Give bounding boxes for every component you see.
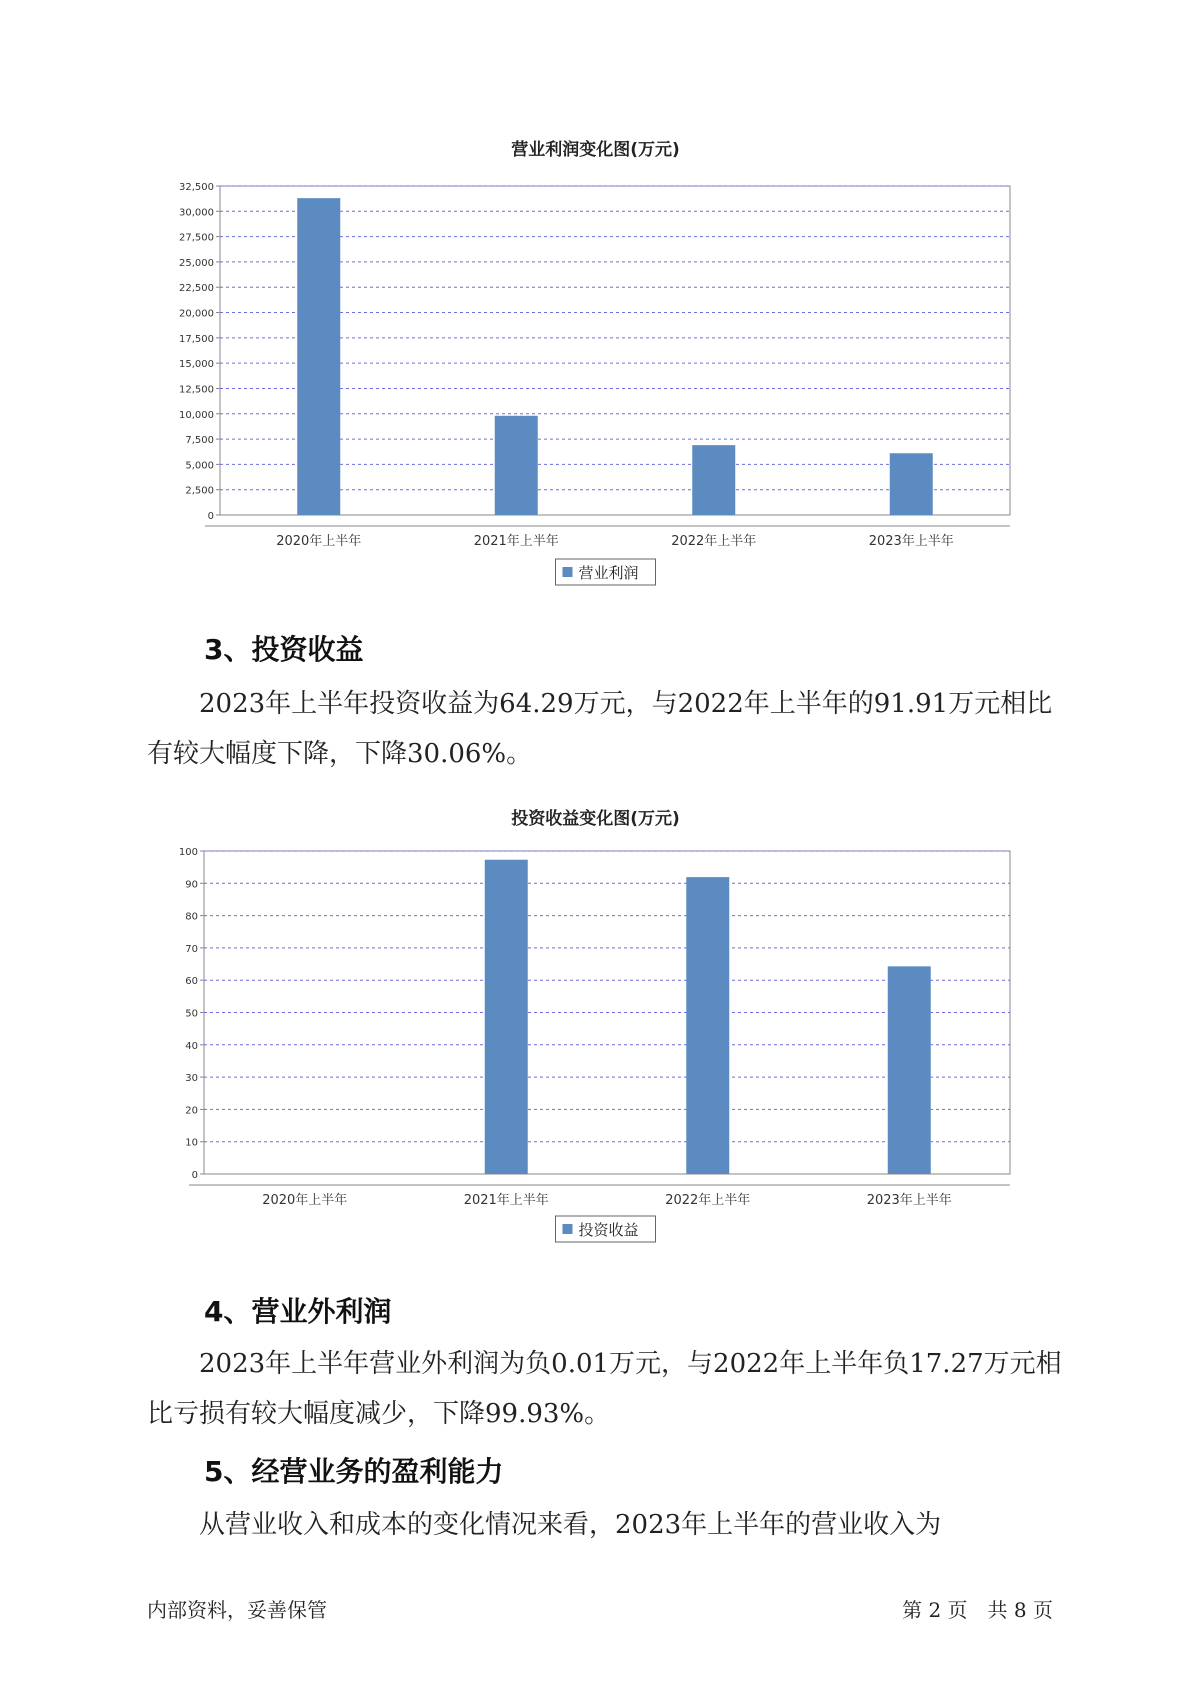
paragraph-operating-profitability: 从营业收入和成本的变化情况来看，2023年上半年的营业收入为 — [199, 1510, 942, 1540]
y-tick-label: 7,500 — [185, 435, 214, 447]
x-category-label: 2020年上半年 — [276, 534, 362, 549]
bar — [888, 966, 931, 1174]
x-category-label: 2022年上半年 — [665, 1193, 751, 1208]
bar — [890, 453, 933, 515]
y-tick-label: 5,000 — [185, 460, 214, 472]
y-tick-label: 30 — [185, 1073, 198, 1085]
legend-label: 投资收益 — [578, 1221, 639, 1239]
heading-non-operating-profit: 4、营业外利润 — [204, 1295, 392, 1328]
x-category-label: 2023年上半年 — [868, 534, 954, 549]
y-tick-label: 80 — [185, 911, 198, 923]
legend-label: 营业利润 — [578, 564, 639, 582]
y-tick-label: 30,000 — [179, 207, 214, 219]
x-category-label: 2023年上半年 — [866, 1193, 952, 1208]
bar — [692, 445, 735, 515]
y-tick-label: 40 — [185, 1040, 198, 1052]
heading-operating-profitability: 5、经营业务的盈利能力 — [204, 1455, 504, 1488]
legend — [556, 559, 656, 585]
y-tick-label: 60 — [185, 976, 198, 988]
y-tick-label: 17,500 — [179, 333, 214, 345]
y-tick-label: 10,000 — [179, 409, 214, 421]
y-tick-label: 2,500 — [185, 485, 214, 497]
chart-title-investment-income: 投资收益变化图(万元) — [511, 809, 680, 829]
y-tick-label: 20,000 — [179, 308, 214, 320]
y-tick-label: 25,000 — [179, 257, 214, 269]
y-tick-label: 12,500 — [179, 384, 214, 396]
bar — [686, 877, 729, 1174]
footer-confidential-note: 内部资料，妥善保管 — [147, 1598, 327, 1622]
y-tick-label: 27,500 — [179, 232, 214, 244]
legend-swatch — [563, 1224, 573, 1234]
bar — [485, 860, 528, 1174]
bar — [495, 416, 538, 515]
y-tick-label: 15,000 — [179, 359, 214, 371]
y-tick-label: 100 — [178, 847, 198, 858]
legend-swatch — [563, 567, 573, 577]
chart-title-operating-profit: 营业利润变化图(万元) — [511, 140, 680, 160]
y-tick-label: 20 — [185, 1105, 198, 1117]
legend — [556, 1216, 656, 1242]
x-category-label: 2021年上半年 — [473, 534, 559, 549]
y-tick-label: 0 — [191, 1170, 198, 1181]
investment-income-chart — [0, 830, 1191, 1260]
bar — [297, 198, 340, 515]
paragraph-non-operating-profit: 2023年上半年营业外利润为负0.01万元，与2022年上半年负17.27万元相比亏损有较大幅度减少，下降99.93%。 — [147, 1349, 1062, 1429]
x-category-label: 2021年上半年 — [463, 1193, 549, 1208]
footer-page-number: 第 2 页 共 8 页 — [902, 1598, 1053, 1622]
y-tick-label: 50 — [185, 1008, 198, 1020]
y-tick-label: 0 — [207, 511, 214, 522]
y-tick-label: 90 — [185, 879, 198, 891]
heading-investment-income: 3、投资收益 — [204, 633, 364, 666]
y-tick-label: 70 — [185, 943, 198, 955]
operating-profit-chart — [0, 160, 1191, 605]
y-tick-label: 32,500 — [179, 182, 214, 193]
y-tick-label: 22,500 — [179, 283, 214, 295]
x-category-label: 2020年上半年 — [262, 1193, 348, 1208]
x-category-label: 2022年上半年 — [671, 534, 757, 549]
paragraph-investment-income: 2023年上半年投资收益为64.29万元，与2022年上半年的91.91万元相比有较大幅度下降，下降30.06%。 — [147, 689, 1053, 769]
y-tick-label: 10 — [185, 1137, 198, 1149]
